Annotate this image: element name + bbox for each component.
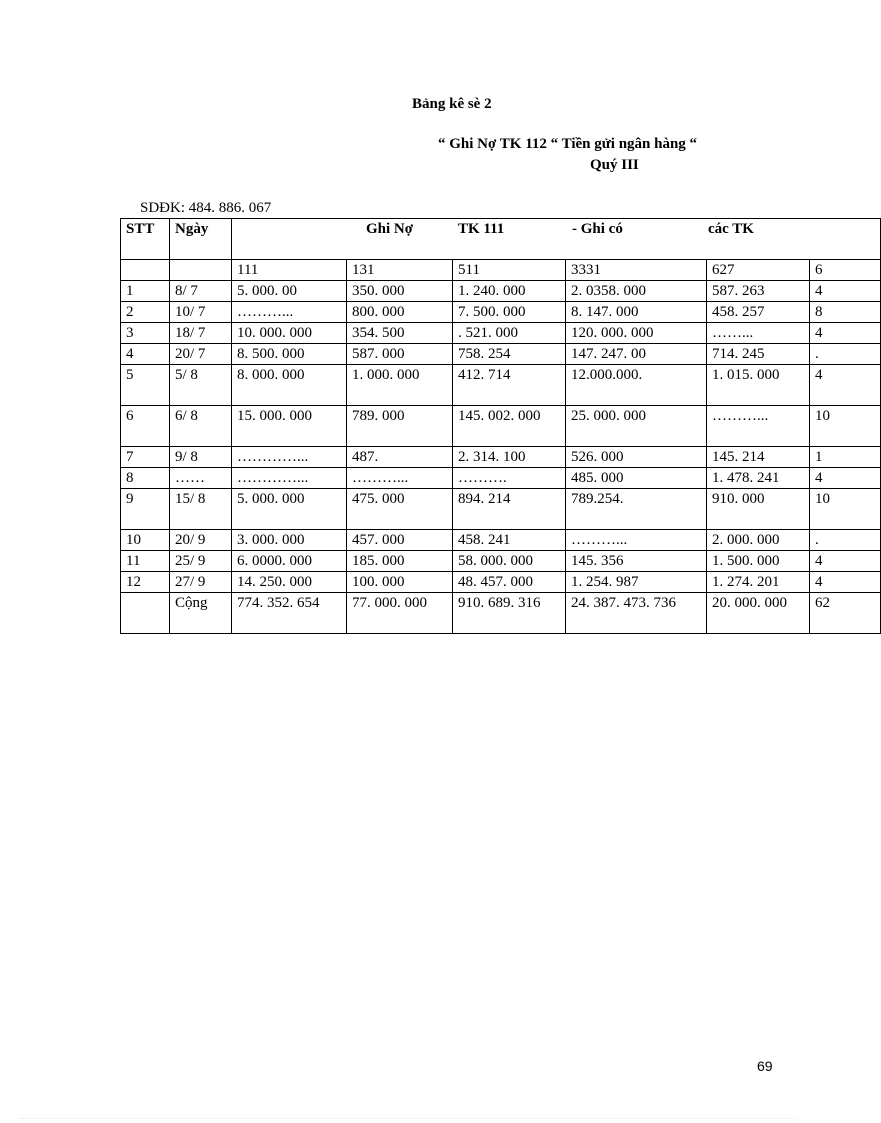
amount-cell: …………... <box>232 468 347 489</box>
amount-cell: 587. 263 <box>707 281 810 302</box>
table-row <box>121 365 881 406</box>
amount-cell: 145. 356 <box>566 551 707 572</box>
amount-cell: ………... <box>566 530 707 551</box>
row-index: 5 <box>121 365 170 406</box>
report-period: Quý III <box>590 157 639 173</box>
header-stt: STT <box>121 219 170 260</box>
amount-cell: 25. 000. 000 <box>566 406 707 447</box>
amount-cell: . 521. 000 <box>453 323 566 344</box>
opening-balance: SDĐK: 484. 886. 067 <box>140 200 272 216</box>
amount-cell: 714. 245 <box>707 344 810 365</box>
account-code: 131 <box>347 260 453 281</box>
account-code: 111 <box>232 260 347 281</box>
account-header-blank <box>121 260 170 281</box>
amount-cell: 145. 002. 000 <box>453 406 566 447</box>
amount-cell: 10. 000. 000 <box>232 323 347 344</box>
amount-cell: . <box>810 530 881 551</box>
amount-cell: 6. 0000. 000 <box>232 551 347 572</box>
row-index: 12 <box>121 572 170 593</box>
account-header-row <box>121 260 881 281</box>
amount-cell: 4 <box>810 281 881 302</box>
total-label: Cộng <box>170 593 232 634</box>
amount-cell: 2. 000. 000 <box>707 530 810 551</box>
amount-cell: 1. 015. 000 <box>707 365 810 406</box>
amount-cell: 5. 000. 000 <box>232 489 347 530</box>
row-date: 8/ 7 <box>170 281 232 302</box>
page-number: 69 <box>757 1058 773 1074</box>
total-amount: 20. 000. 000 <box>707 593 810 634</box>
amount-cell: 12.000.000. <box>566 365 707 406</box>
account-code: 627 <box>707 260 810 281</box>
ledger-table-container <box>120 218 830 663</box>
row-date: 9/ 8 <box>170 447 232 468</box>
row-index: 6 <box>121 406 170 447</box>
amount-cell: 8. 500. 000 <box>232 344 347 365</box>
row-date: 10/ 7 <box>170 302 232 323</box>
amount-cell: 48. 457. 000 <box>453 572 566 593</box>
row-date: 25/ 9 <box>170 551 232 572</box>
table-row <box>121 572 881 593</box>
total-blank <box>121 593 170 634</box>
account-header-blank <box>170 260 232 281</box>
table-row <box>121 489 881 530</box>
account-code: 3331 <box>566 260 707 281</box>
amount-cell: 4 <box>810 365 881 406</box>
amount-cell: 100. 000 <box>347 572 453 593</box>
amount-cell: 789. 000 <box>347 406 453 447</box>
amount-cell: 15. 000. 000 <box>232 406 347 447</box>
row-index: 10 <box>121 530 170 551</box>
amount-cell: 2. 314. 100 <box>453 447 566 468</box>
row-index: 11 <box>121 551 170 572</box>
ledger-table <box>120 218 881 634</box>
account-code: 511 <box>453 260 566 281</box>
header-date: Ngày <box>170 219 232 260</box>
amount-cell: 1. 000. 000 <box>347 365 453 406</box>
row-date: 20/ 7 <box>170 344 232 365</box>
table-row <box>121 468 881 489</box>
amount-cell: 8 <box>810 302 881 323</box>
amount-cell: 458. 241 <box>453 530 566 551</box>
amount-cell: ………... <box>707 406 810 447</box>
header-cac-tk: các TK <box>708 221 754 237</box>
row-index: 1 <box>121 281 170 302</box>
amount-cell: 185. 000 <box>347 551 453 572</box>
amount-cell: 1. 478. 241 <box>707 468 810 489</box>
row-date: 20/ 9 <box>170 530 232 551</box>
table-row <box>121 406 881 447</box>
amount-cell: 4 <box>810 323 881 344</box>
row-date: 5/ 8 <box>170 365 232 406</box>
amount-cell: 147. 247. 00 <box>566 344 707 365</box>
amount-cell: 457. 000 <box>347 530 453 551</box>
row-index: 9 <box>121 489 170 530</box>
amount-cell: 1. 274. 201 <box>707 572 810 593</box>
account-code: 6 <box>810 260 881 281</box>
amount-cell: 8. 147. 000 <box>566 302 707 323</box>
row-date: 15/ 8 <box>170 489 232 530</box>
amount-cell: 587. 000 <box>347 344 453 365</box>
amount-cell: ………... <box>347 468 453 489</box>
amount-cell: 120. 000. 000 <box>566 323 707 344</box>
row-date: 18/ 7 <box>170 323 232 344</box>
amount-cell: . <box>810 344 881 365</box>
amount-cell: 485. 000 <box>566 468 707 489</box>
amount-cell: …………... <box>232 447 347 468</box>
header-tk111: TK 111 <box>458 221 505 237</box>
row-index: 2 <box>121 302 170 323</box>
row-date: …… <box>170 468 232 489</box>
row-index: 4 <box>121 344 170 365</box>
amount-cell: 458. 257 <box>707 302 810 323</box>
amount-cell: 8. 000. 000 <box>232 365 347 406</box>
amount-cell: 789.254. <box>566 489 707 530</box>
amount-cell: 14. 250. 000 <box>232 572 347 593</box>
amount-cell: 58. 000. 000 <box>453 551 566 572</box>
header-accounts <box>232 219 881 260</box>
amount-cell: 800. 000 <box>347 302 453 323</box>
row-index: 8 <box>121 468 170 489</box>
report-title: Bảng kê sè 2 <box>412 96 492 112</box>
amount-cell: 4 <box>810 468 881 489</box>
amount-cell: ……... <box>707 323 810 344</box>
amount-cell: ………. <box>453 468 566 489</box>
row-date: 6/ 8 <box>170 406 232 447</box>
row-index: 7 <box>121 447 170 468</box>
amount-cell: 894. 214 <box>453 489 566 530</box>
table-row <box>121 530 881 551</box>
total-amount: 62 <box>810 593 881 634</box>
table-row <box>121 302 881 323</box>
header-ghi-no: Ghi Nợ <box>366 221 414 237</box>
row-index: 3 <box>121 323 170 344</box>
table-row <box>121 323 881 344</box>
total-amount: 910. 689. 316 <box>453 593 566 634</box>
table-row <box>121 281 881 302</box>
table-header-row <box>121 219 881 260</box>
amount-cell: 4 <box>810 551 881 572</box>
amount-cell: 354. 500 <box>347 323 453 344</box>
total-amount: 774. 352. 654 <box>232 593 347 634</box>
amount-cell: 2. 0358. 000 <box>566 281 707 302</box>
amount-cell: 910. 000 <box>707 489 810 530</box>
table-row <box>121 447 881 468</box>
amount-cell: 10 <box>810 406 881 447</box>
amount-cell: 758. 254 <box>453 344 566 365</box>
amount-cell: 5. 000. 00 <box>232 281 347 302</box>
amount-cell: 4 <box>810 572 881 593</box>
amount-cell: 10 <box>810 489 881 530</box>
amount-cell: 7. 500. 000 <box>453 302 566 323</box>
header-ghi-co: - Ghi có <box>572 221 623 237</box>
report-subtitle: “ Ghi Nợ TK 112 “ Tiền gửi ngân hàng “ <box>438 136 698 152</box>
table-row <box>121 344 881 365</box>
amount-cell: 487. <box>347 447 453 468</box>
amount-cell: 475. 000 <box>347 489 453 530</box>
amount-cell: 1 <box>810 447 881 468</box>
total-amount: 77. 000. 000 <box>347 593 453 634</box>
page-bottom-divider <box>20 1118 796 1119</box>
amount-cell: 1. 500. 000 <box>707 551 810 572</box>
amount-cell: 1. 254. 987 <box>566 572 707 593</box>
amount-cell: 526. 000 <box>566 447 707 468</box>
amount-cell: 412. 714 <box>453 365 566 406</box>
amount-cell: 3. 000. 000 <box>232 530 347 551</box>
table-row <box>121 551 881 572</box>
total-amount: 24. 387. 473. 736 <box>566 593 707 634</box>
amount-cell: 145. 214 <box>707 447 810 468</box>
amount-cell: ………... <box>232 302 347 323</box>
amount-cell: 1. 240. 000 <box>453 281 566 302</box>
row-date: 27/ 9 <box>170 572 232 593</box>
amount-cell: 350. 000 <box>347 281 453 302</box>
total-row <box>121 593 881 634</box>
